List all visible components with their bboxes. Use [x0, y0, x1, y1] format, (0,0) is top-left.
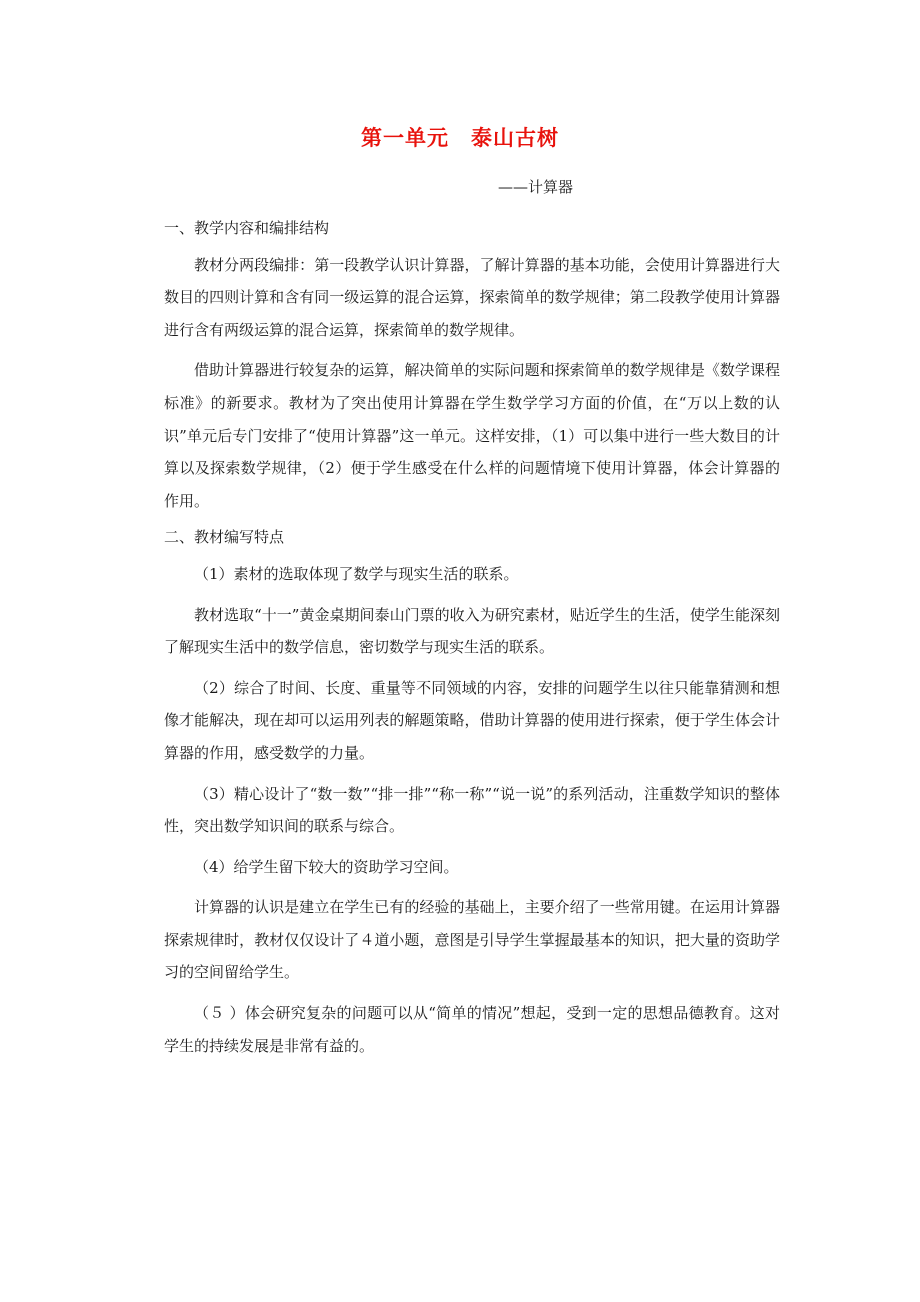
- paragraph: 计算器的认识是建立在学生已有的经验的基础上，主要介绍了一些常用键。在运用计算器探索规律时，教材仅仅设计了４道小题，意图是引导学生掌握最基本的知识，把大量的资助学习的空间留给学生。: [164, 898, 780, 982]
- paragraph: 教材分两段编排：第一段教学认识计算器，了解计算器的基本功能，会使用计算器进行大数目的四则计算和含有同一级运算的混合运算，探索简单的数学规律；第二段教学使用计算器进行含有两级运算的混合运算，探索简单的数学规律。: [164, 255, 780, 339]
- section-heading-2: 二、教材编写特点: [164, 528, 285, 547]
- section-heading-1: 一、教学内容和编排结构: [164, 219, 330, 237]
- paragraph: （1）素材的选取体现了数学与现实生活的联系。: [194, 564, 519, 583]
- paragraph: 教材选取“十一”黄金桌期间泰山门票的收入为研究素材，贴近学生的生活，使学生能深刻了解现实生活中的数学信息，密切数学与现实生活的联系。: [164, 605, 780, 657]
- paragraph: 借助计算器进行较复杂的运算，解决简单的实际问题和探索简单的数学规律是《数学课程标准》的新要求。教材为了突出使用计算器在学生数学学习方面的价值，在“万以上数的认识”单元后专门安排了“使用计算器”这一单元。这样安排，（1）可以集中进行一些大数目的计算以及探索数学规律，（2）便于学生感受在什么样的问题情境下使用计算器，体会计算器的作用。: [164, 361, 780, 510]
- paragraph: （3）精心设计了“数一数”“排一排”“称一称”“说一说”的系列活动，注重数学知识的整体性，突出数学知识间的联系与综合。: [164, 784, 780, 836]
- document-title: 第一单元 泰山古树: [361, 126, 559, 150]
- document-subtitle: ——计算器: [498, 178, 574, 196]
- paragraph: （2）综合了时间、长度、重量等不同领域的内容，安排的问题学生以往只能靠猜测和想像才能解决，现在却可以运用列表的解题策略，借助计算器的使用进行探索，便于学生体会计算器的作用，感受数学的力量。: [164, 678, 780, 762]
- paragraph: （５ ）体会研究复杂的问题可以从“简单的情况”想起，受到一定的思想品德教育。这对学生的持续发展是非常有益的。: [164, 1004, 780, 1055]
- document-body: [164, 212, 780, 1062]
- paragraph: （4）给学生留下较大的资助学习空间。: [194, 857, 459, 876]
